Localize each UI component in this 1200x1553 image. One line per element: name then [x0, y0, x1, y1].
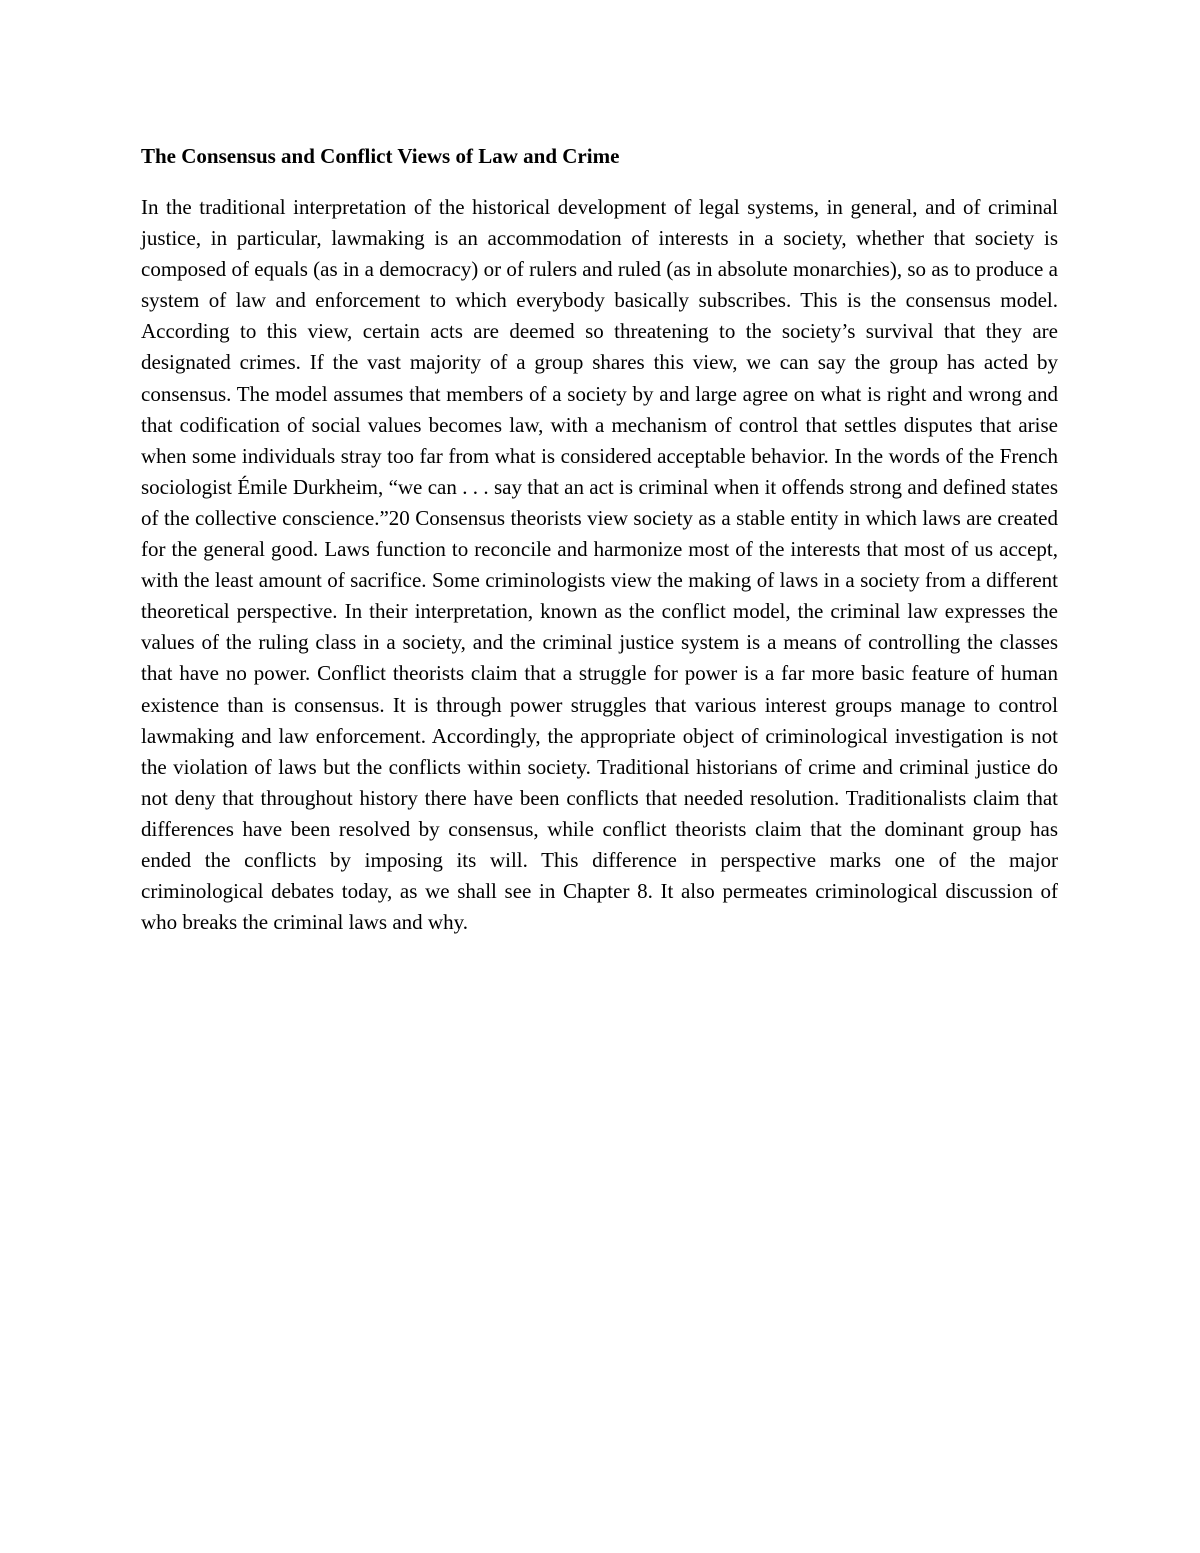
document-title: The Consensus and Conflict Views of Law and Crime [141, 144, 620, 168]
document-body-paragraph: In the traditional interpretation of the historical development of legal systems, in general, and of criminal justice, in particular, lawmaking is an accommodation of interests in a society, whether that society is composed of equals (as in a democracy) or of rulers and ruled (as in absolute monarchies), so as to produce a system of law and enforcement to which everybody basically subscribes. This is the consensus model. According to this view, certain acts are deemed so threatening to the society’s survival that they are designated crimes. If the vast majority of a group shares this view, we can say the group has acted by consensus. The model assumes that members of a society by and large agree on what is right and wrong and that codification of social values becomes law, with a mechanism of control that settles disputes that arise when some individuals stray too far from what is considered acceptable behavior. In the words of the French sociologist Émile Durkheim, “we can . . . say that an act is criminal when it offends strong and defined states of the collective conscience.”20 Consensus theorists view society as a stable entity in which laws are created for the general good. Laws function to reconcile and harmonize most of the interests that most of us accept, with the least amount of sacrifice. Some criminologists view the making of laws in a society from a different theoretical perspective. In their interpretation, known as the conflict model, the criminal law expresses the values of the ruling class in a society, and the criminal justice system is a means of controlling the classes that have no power. Conflict theorists claim that a struggle for power is a far more basic feature of human existence than is consensus. It is through power struggles that various interest groups manage to control lawmaking and law enforcement. Accordingly, the appropriate object of criminological investigation is not the violation of laws but the conflicts within society. Traditional historians of crime and criminal justice do not deny that throughout history there have been conflicts that needed resolution. Traditionalists claim that differences have been resolved by consensus, while conflict theorists claim that the dominant group has ended the conflicts by imposing its will. This difference in perspective marks one of the major criminological debates today, as we shall see in Chapter 8. It also permeates criminological discussion of who breaks the criminal laws and why. [141, 195, 1058, 935]
